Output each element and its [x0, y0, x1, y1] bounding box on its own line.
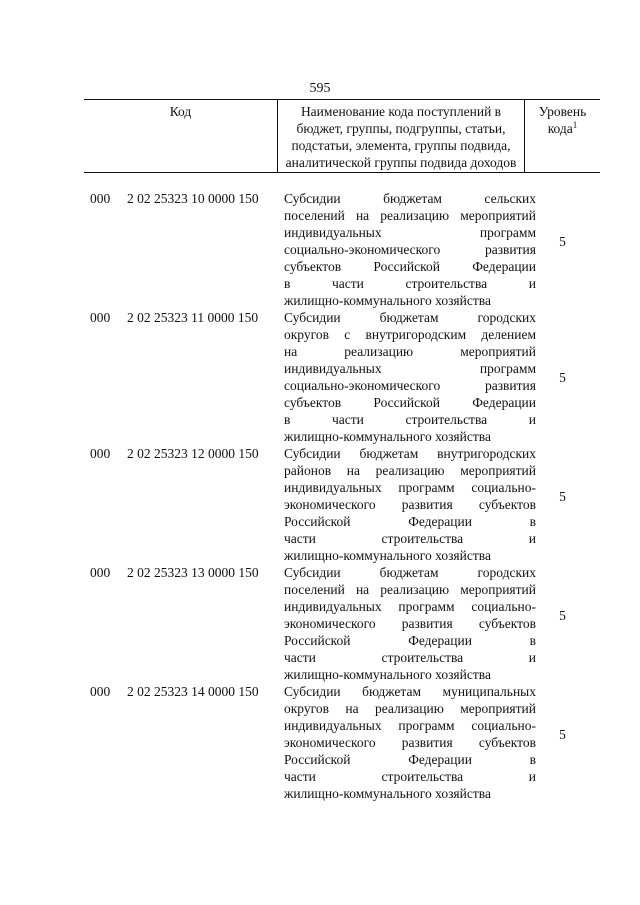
name-line: части строительства и — [284, 531, 536, 546]
name-line: округов с внутригородским делением — [284, 327, 536, 342]
name-line: части строительства и — [284, 769, 536, 784]
header-name-line: Наименование кода поступлений в — [300, 104, 502, 119]
name-line: поселений на реализацию мероприятий — [284, 208, 536, 223]
name-line: экономического развития субъектов — [284, 735, 536, 750]
budget-classification-code: 2 02 25323 13 0000 150 — [127, 565, 259, 580]
budget-classification-code: 2 02 25323 14 0000 150 — [127, 684, 259, 699]
name-line: Субсидии бюджетам внутригородских — [284, 446, 536, 461]
income-code-name — [284, 564, 536, 683]
header-level-line2 — [525, 120, 600, 137]
name-line: Субсидии бюджетам муниципальных — [284, 684, 536, 699]
table-row — [84, 683, 600, 802]
admin-code: 000 — [90, 684, 111, 699]
header-name-line: бюджет, группы, подгруппы, статьи, — [296, 121, 506, 136]
code-level: 5 — [559, 488, 566, 504]
budget-classification-code: 2 02 25323 12 0000 150 — [127, 446, 259, 461]
admin-code: 000 — [90, 565, 111, 580]
income-code-name — [284, 683, 536, 802]
admin-code: 000 — [90, 446, 111, 461]
table-header — [84, 99, 600, 173]
header-name-line: подстатьи, элемента, группы подвида, — [291, 138, 511, 153]
code-level: 5 — [559, 726, 566, 742]
name-line: Российской Федерации в — [284, 752, 536, 767]
name-line: экономического развития субъектов — [284, 616, 536, 631]
name-line: на реализацию мероприятий — [284, 344, 536, 359]
name-line: районов на реализацию мероприятий — [284, 463, 536, 478]
page-number: 595 — [309, 81, 331, 96]
header-code-label: Код — [169, 104, 192, 119]
name-line: индивидуальных программ — [284, 361, 536, 376]
table-row — [84, 445, 600, 564]
code-level: 5 — [559, 233, 566, 249]
name-line: части строительства и — [284, 650, 536, 665]
header-level-label: кода — [547, 121, 573, 136]
name-line: жилищно-коммунального хозяйства — [284, 548, 491, 563]
name-line: жилищно-коммунального хозяйства — [284, 429, 491, 444]
code-level: 5 — [559, 607, 566, 623]
admin-code: 000 — [90, 191, 111, 206]
income-code-name — [284, 190, 536, 309]
name-line: в части строительства и — [284, 412, 536, 427]
table-row — [84, 190, 600, 309]
name-line: индивидуальных программ социально- — [284, 718, 536, 733]
header-name-column — [277, 100, 525, 172]
header-code-column — [84, 100, 277, 172]
admin-code: 000 — [90, 310, 111, 325]
name-line: экономического развития субъектов — [284, 497, 536, 512]
name-line: в части строительства и — [284, 276, 536, 291]
name-line: социально-экономического развития — [284, 242, 536, 257]
name-line: социально-экономического развития — [284, 378, 536, 393]
name-line: жилищно-коммунального хозяйства — [284, 293, 491, 308]
income-code-name — [284, 445, 536, 564]
name-line: Субсидии бюджетам сельских — [284, 191, 536, 206]
header-name-line: аналитической группы подвида доходов — [285, 155, 517, 170]
name-line: субъектов Российской Федерации — [284, 395, 536, 410]
table-row — [84, 564, 600, 683]
name-line: округов на реализацию мероприятий — [284, 701, 536, 716]
table-row — [84, 309, 600, 445]
table-body — [84, 190, 600, 802]
name-line: Субсидии бюджетам городских — [284, 310, 536, 325]
name-line: поселений на реализацию мероприятий — [284, 582, 536, 597]
name-line: Российской Федерации в — [284, 633, 536, 648]
income-code-name — [284, 309, 536, 445]
code-level: 5 — [559, 369, 566, 385]
header-level-column — [525, 100, 600, 172]
name-line: субъектов Российской Федерации — [284, 259, 536, 274]
footnote-marker: 1 — [572, 120, 578, 130]
name-line: Российской Федерации в — [284, 514, 536, 529]
budget-classification-code: 2 02 25323 10 0000 150 — [127, 191, 259, 206]
name-line: индивидуальных программ социально- — [284, 480, 536, 495]
name-line: индивидуальных программ социально- — [284, 599, 536, 614]
budget-classification-code: 2 02 25323 11 0000 150 — [127, 310, 259, 325]
header-level-line1: Уровень — [538, 104, 587, 119]
name-line: жилищно-коммунального хозяйства — [284, 667, 491, 682]
name-line: жилищно-коммунального хозяйства — [284, 786, 491, 801]
name-line: Субсидии бюджетам городских — [284, 565, 536, 580]
name-line: индивидуальных программ — [284, 225, 536, 240]
